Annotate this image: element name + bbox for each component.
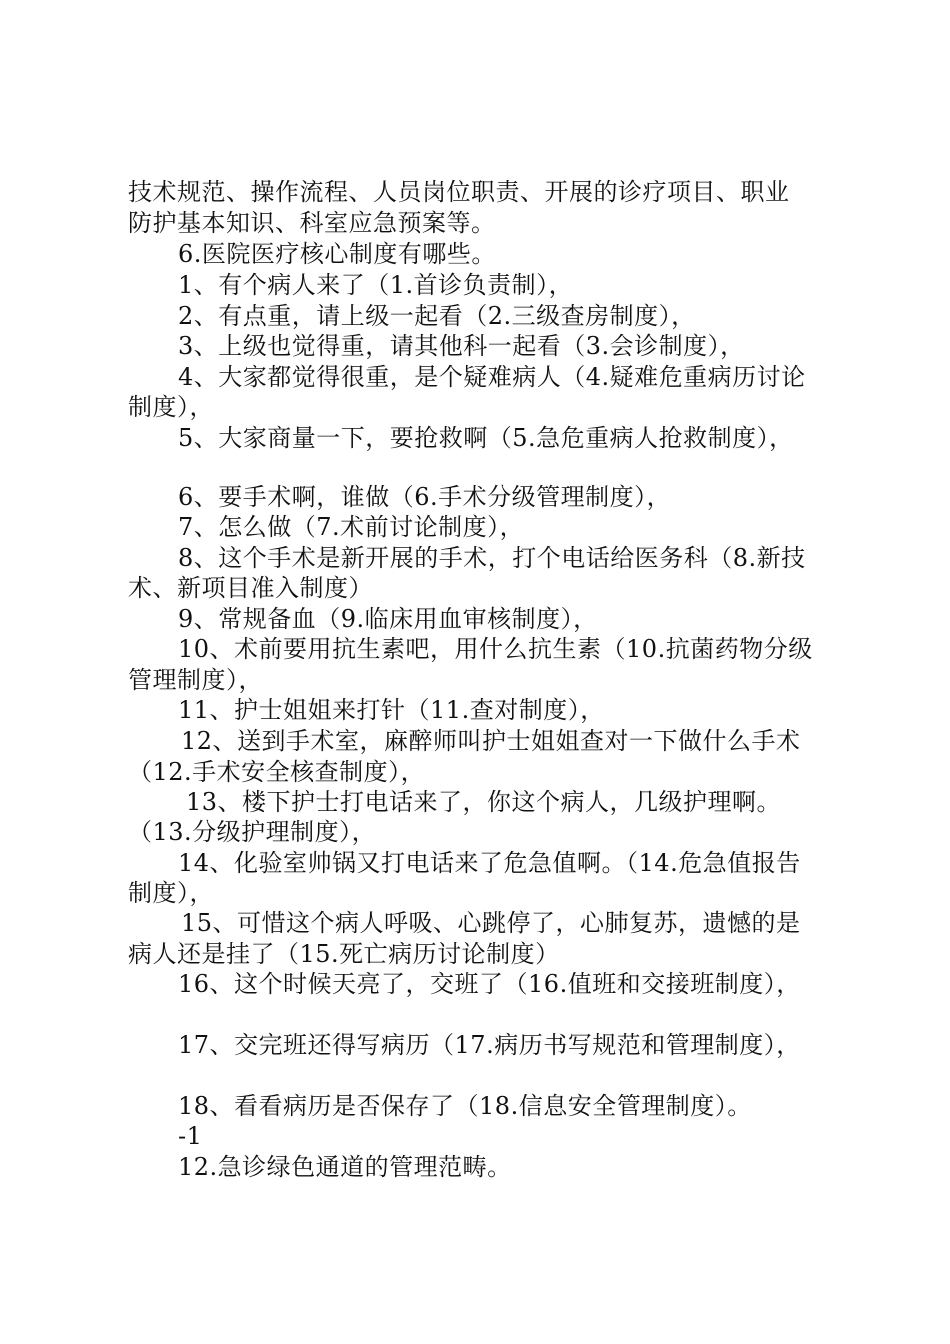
text-line: 10、术前要用抗生素吧，用什么抗生素（10.抗菌药物分级 <box>178 635 813 663</box>
text-line: 2、有点重，请上级一起看（2.三级查房制度）， <box>178 302 696 330</box>
text-line: 17、交完班还得写病历（17.病历书写规范和管理制度）， <box>178 1031 801 1059</box>
text-line: 5、大家商量一下，要抢救啊（5.急危重病人抢救制度）， <box>178 424 794 452</box>
text-line: 制度）， <box>128 393 214 421</box>
text-line: 病人还是挂了（15.死亡病历讨论制度） <box>128 940 560 968</box>
text-line: （12.手术安全核查制度）， <box>128 758 426 786</box>
text-line: 管理制度）， <box>128 666 263 694</box>
text-line: 术、新项目准入制度） <box>128 574 373 602</box>
text-line: 防护基本知识、科室应急预案等。 <box>128 209 496 237</box>
text-line: 16、这个时候天亮了，交班了（16.值班和交接班制度）， <box>178 970 801 998</box>
text-line: 6、要手术啊，谁做（6.手术分级管理制度）， <box>178 483 672 511</box>
text-line: 18、看看病历是否保存了（18.信息安全管理制度）。 <box>178 1092 752 1120</box>
text-line: 4、大家都觉得很重，是个疑难病人（4.疑难危重病历讨论 <box>178 363 806 391</box>
text-line: 3、上级也觉得重，请其他科一起看（3.会诊制度）， <box>178 332 745 360</box>
text-line: 15、可惜这个病人呼吸、心跳停了，心肺复苏，遗憾的是 <box>181 909 801 937</box>
text-line: 11、护士姐姐来打针（11.查对制度）， <box>178 696 605 724</box>
text-line: 技术规范、操作流程、人员岗位职责、开展的诊疗项目、职业 <box>128 178 790 206</box>
section-heading: 12.急诊绿色通道的管理范畴。 <box>178 1153 512 1181</box>
text-line: 6.医院医疗核心制度有哪些。 <box>178 240 496 268</box>
text-line: （13.分级护理制度）， <box>128 818 377 846</box>
text-line: 8、这个手术是新开展的手术，打个电话给医务科（8.新技 <box>178 544 806 572</box>
text-line: 12、送到手术室，麻醉师叫护士姐姐查对一下做什么手术 <box>181 727 801 755</box>
text-line: 9、常规备血（9.临床用血审核制度）， <box>178 605 598 633</box>
text-line: 制度）， <box>128 879 214 907</box>
text-line: 1、有个病人来了（1.首诊负责制）， <box>178 271 574 299</box>
text-line: 13、楼下护士打电话来了，你这个病人，几级护理啊。 <box>186 788 782 816</box>
text-line: 7、怎么做（7.术前讨论制度）， <box>178 513 525 541</box>
text-line: 14、化验室帅锅又打电话来了危急值啊。（14.危急值报告 <box>178 849 801 877</box>
page-marker: -1 <box>178 1122 203 1150</box>
